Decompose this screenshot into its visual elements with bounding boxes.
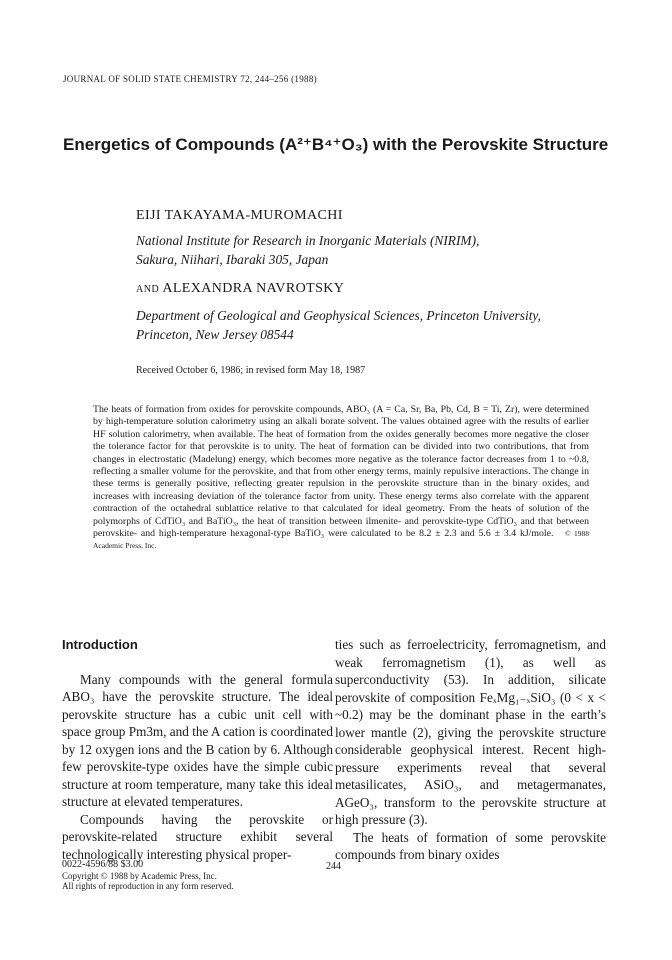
author-2-line: [136, 281, 344, 297]
affiliation-1-line-1: National Institute for Research in Inorganic Materials (NIRIM),: [136, 233, 480, 248]
abstract-text: The heats of formation from oxides for perovskite compounds, ABO₃ (A = Ca, Sr, Ba, Pb, Cd, B = Ti, Zr), were determined by high-temperature solution calorimetry using an alkali borate solvent. The values obtained agree with the results of earlier HF solution calorimetry, when available. The heat of formation from the oxides generally becomes more negative the closer the tolerance factor for that perovskite is to unity. The heat of formation can be divided into two contributions, that from changes in electrostatic (Madelung) energy, which becomes more negative as the tolerance factor decreases from 1 to ~0.8, reflecting a smaller volume for the perovskite, and that from other energy terms, mainly repulsive interactions. The change in these terms is generally positive, reflecting greater repulsion in the perovskite structure than in the binary oxides, and increases with increasing deviation of the tolerance factor from unity. These energy terms also correlate with the apparent contraction of the octahedral sublattice relative to that calculated for ideal geometry. From the heats of solution of the polymorphs of CdTiO₃ and BaTiO₃, the heat of transition between ilmenite- and perovskite-type CdTiO₃ and that between perovskite- and high-temperature hexagonal-type BaTiO₃ were calculated to be 8.2 ± 2.3 and 5.6 ± 3.4 kJ/mole.: [93, 404, 589, 540]
paper-title: Energetics of Compounds (A²⁺B⁴⁺O₃) with the Perovskite Structure: [63, 135, 609, 154]
author-1: EIJI TAKAYAMA-MUROMACHI: [136, 208, 343, 223]
intro-paragraph-2: Compounds having the perovskite or perovskite-related structure exhibit several technologically interesting physical proper-: [62, 811, 333, 862]
affiliation-2-line-2: Princeton, New Jersey 08544: [136, 327, 294, 342]
affiliation-2-line-1: Department of Geological and Geophysical Sciences, Princeton University,: [136, 308, 541, 323]
right-paragraph-2: The heats of formation of some perovskite compounds from binary oxides: [335, 829, 606, 862]
author-2: ALEXANDRA NAVROTSKY: [162, 281, 345, 296]
affiliation-2: [136, 306, 616, 344]
intro-paragraph-1: Many compounds with the general formula ABO₃ have the perovskite structure. The ideal perovskite structure has a cubic unit cell with space group Pm3m, and the A cation is coordinated by 12 oxygen ions and the B cation by 6. Although few perovskite-type oxides have the simple cubic structure at room temperature, many take this ideal structure at elevated temperatures.: [62, 671, 333, 809]
affiliation-1: [136, 231, 616, 269]
footer: [62, 860, 233, 891]
footer-rights: All rights of reproduction in any form reserved.: [62, 881, 234, 891]
journal-header: JOURNAL OF SOLID STATE CHEMISTRY 72, 244–256 (1988): [63, 74, 317, 84]
right-paragraph-1: ties such as ferroelectricity, ferromagnetism, and weak ferromagnetism (1), as well as superconductivity (53). In addition, silicate perovskite of composition FeₓMg₁₋ₓSiO₃ (0 < x < ~0.2) may be the dominant phase in the earth’s lower mantle (2), giving the perovskite structure considerable geophysical interest. Recent high-pressure experiments reveal that several metasilicates, ASiO₃, and metagermanates, AGeO₃, transform to the perovskite structure at high pressure (3).: [335, 637, 606, 827]
right-column: [335, 636, 606, 864]
footer-price: 0022-4596/88 $3.00: [62, 859, 144, 870]
footer-copyright: Copyright © 1988 by Academic Press, Inc.: [62, 871, 217, 881]
abstract: [93, 404, 589, 553]
left-column: [62, 636, 333, 863]
affiliation-1-line-2: Sakura, Niihari, Ibaraki 305, Japan: [136, 252, 329, 267]
received-dates: Received October 6, 1986; in revised form May 18, 1987: [136, 365, 366, 376]
page-number: 244: [326, 861, 341, 872]
abstract-copyright: © 1988 Academic Press, Inc.: [93, 529, 589, 551]
and-word: AND: [136, 284, 160, 295]
section-heading-introduction: Introduction: [62, 637, 138, 652]
